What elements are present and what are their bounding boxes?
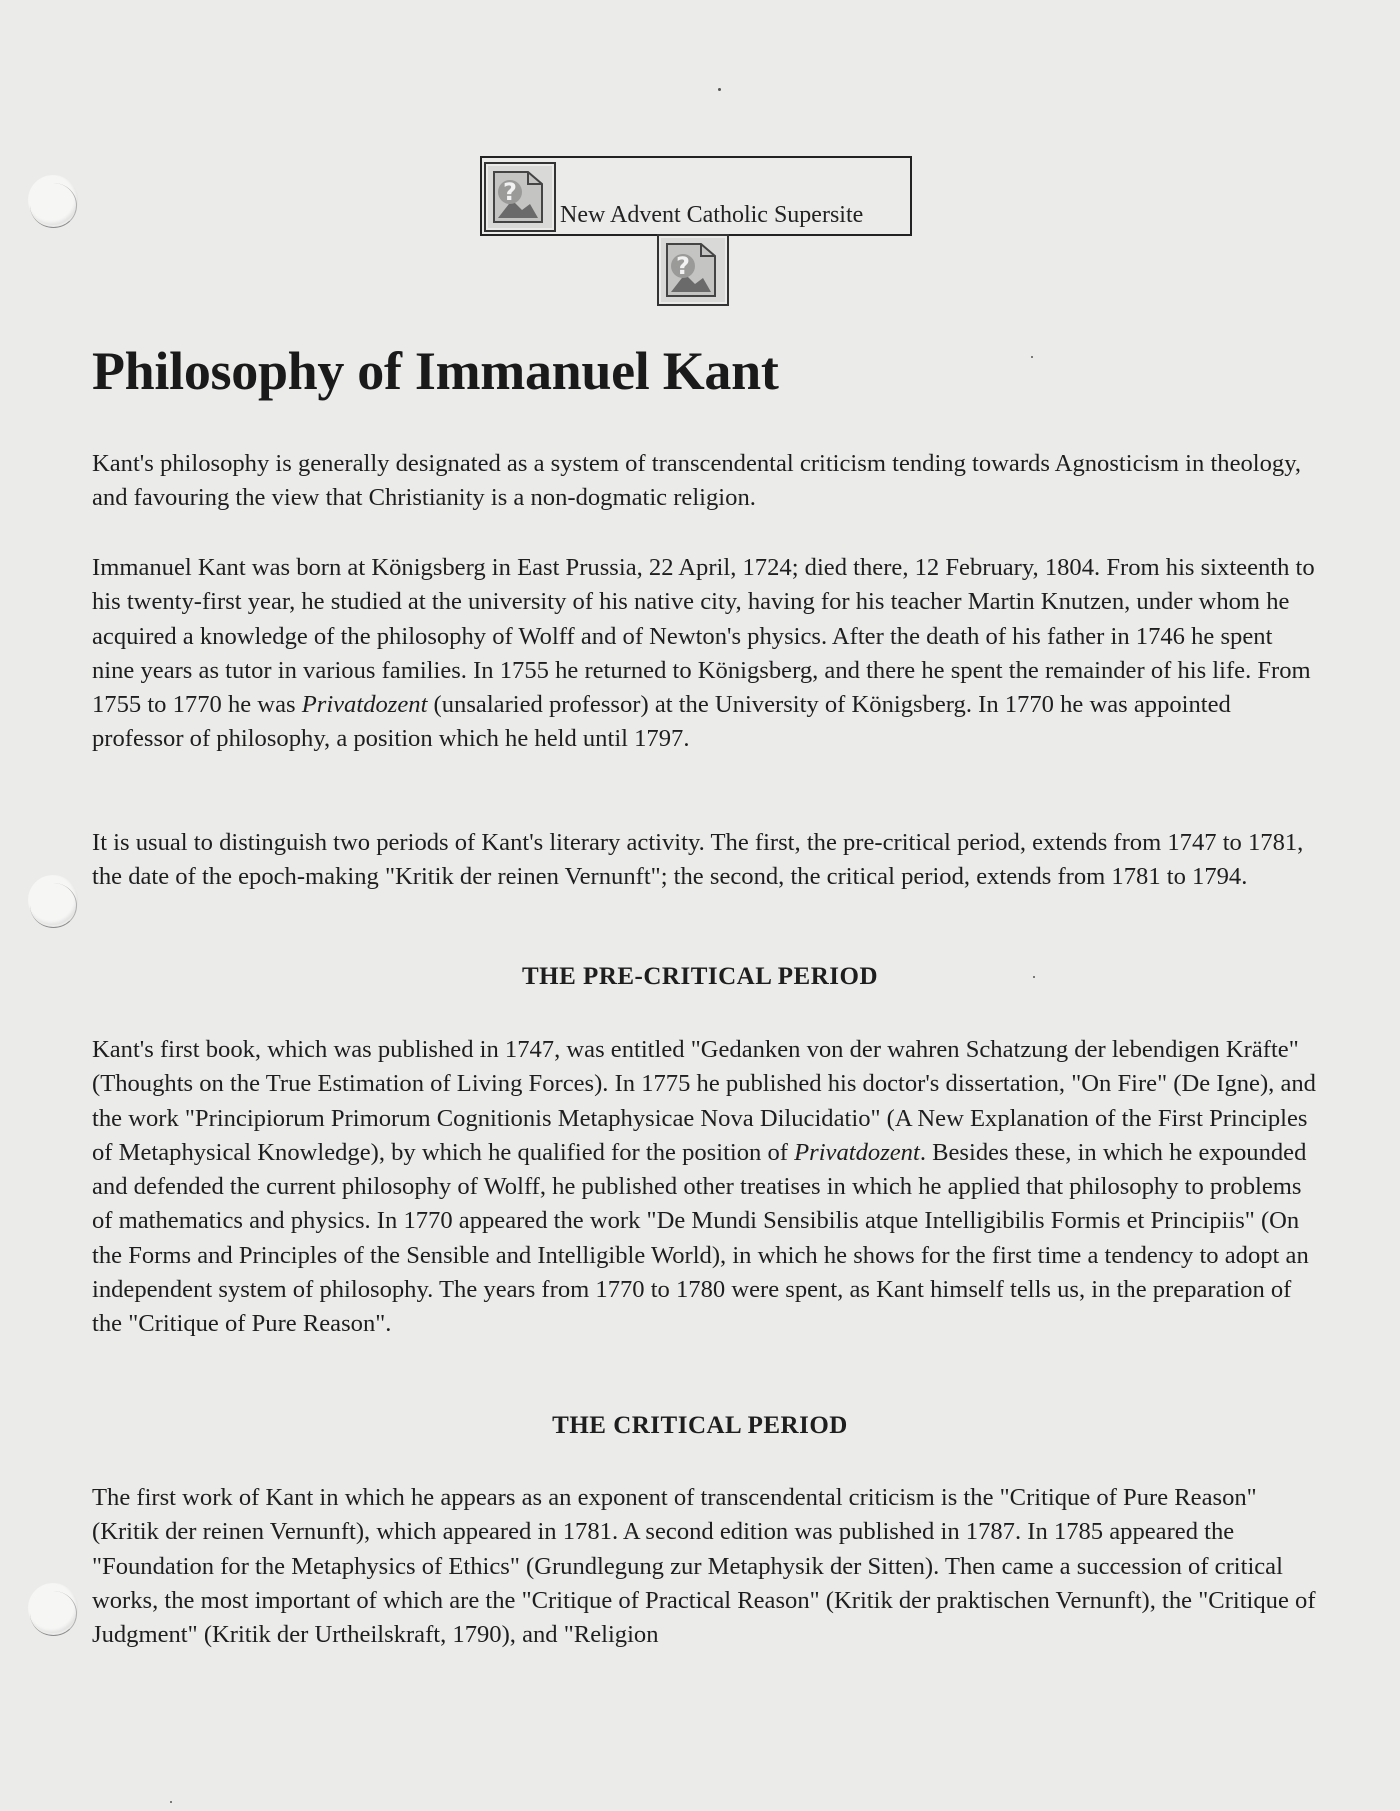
periods-paragraph: It is usual to distinguish two periods of Kant's literary activity. The first, the pre-critical period, extends from 1747 to 1781, the date of the epoch-making "Kritik der reinen Vernunft"; the second, the critical period, extends from 1781 to 1794. bbox=[92, 829, 1304, 891]
italic-term: Privatdozent bbox=[794, 1138, 920, 1166]
italic-term: Privatdozent bbox=[301, 691, 428, 719]
biography-paragraph bbox=[92, 551, 1317, 757]
broken-image-icon bbox=[657, 234, 729, 306]
text-run: (unsalaried professor) at the University of Königsberg. In 1770 he was appointed professor of philosophy, a position which he held until 1797. bbox=[92, 691, 1231, 753]
page-title: Philosophy of Immanuel Kant bbox=[92, 341, 779, 401]
svg-text:?: ? bbox=[503, 178, 517, 206]
text-run: Kant's first book, which was published in 1747, was entitled "Gedanken von der wahren Schatzung der lebendigen Kräfte" (Thoughts on the True Estimation of Living Forces). In 1775 he published his doctor's dissertation, "On Fire" (De Igne), and the work "Principiorum Primorum Cognitionis Metaphysicae Nova Dilucidatio" (A New Explanation of the First Principles of Metaphysical Knowledge), by which he qualified for the position of bbox=[92, 1036, 1316, 1166]
pre-critical-paragraph bbox=[92, 1033, 1317, 1342]
punch-hole bbox=[28, 875, 78, 925]
intro-paragraph: Kant's philosophy is generally designated as a system of transcendental criticism tending towards Agnosticism in theology, and favouring the view that Christianity is a non-dogmatic religion. bbox=[92, 450, 1302, 512]
broken-image-icon bbox=[484, 162, 556, 232]
punch-hole bbox=[28, 175, 78, 225]
critical-paragraph: The first work of Kant in which he appears as an exponent of transcendental criticism is the "Critique of Pure Reason" (Kritik der reinen Vernunft), which appeared in 1781. A second edition was published in 1787. In 1785 appeared the "Foundation for the Metaphysics of Ethics" (Grundlegung zur Metaphysik der Sitten). Then came a succession of critical works, the most important of which are the "Critique of Practical Reason" (Kritik der praktischen Vernunft), the "Critique of Judgment" (Kritik der Urtheilskraft, 1790), and "Religion bbox=[92, 1484, 1316, 1649]
section-heading-critical: THE CRITICAL PERIOD bbox=[552, 1412, 848, 1439]
svg-text:?: ? bbox=[676, 252, 690, 280]
punch-hole bbox=[28, 1583, 78, 1633]
banner-link-text[interactable]: New Advent Catholic Supersite bbox=[560, 202, 867, 229]
text-run: . Besides these, in which he expounded and defended the current philosophy of Wolff, he published other treatises in which he applied that philosophy to problems of mathematics and physics. In 1770 appeared the work "De Mundi Sensibilis atque Intelligibilis Formis et Principiis" (On the Forms and Principles of the Sensible and Intelligible World), in which he shows for the first time a tendency to adopt an independent system of philosophy. The years from 1770 to 1780 were spent, as Kant himself tells us, in the preparation of the "Critique of Pure Reason". bbox=[92, 1138, 1309, 1338]
text-run: Immanuel Kant was born at Königsberg in East Prussia, 22 April, 1724; died there, 12 February, 1804. From his sixteenth to his twenty-first year, he studied at the university of his native city, having for his teacher Martin Knutzen, under whom he acquired a knowledge of the philosophy of Wolff and of Newton's physics. After the death of his father in 1746 he spent nine years as tutor in various families. In 1755 he returned to Königsberg, and there he spent the remainder of his life. From 1755 to 1770 he was bbox=[92, 554, 1315, 719]
site-banner bbox=[480, 156, 912, 236]
section-heading-pre-critical: THE PRE-CRITICAL PERIOD bbox=[522, 963, 878, 990]
